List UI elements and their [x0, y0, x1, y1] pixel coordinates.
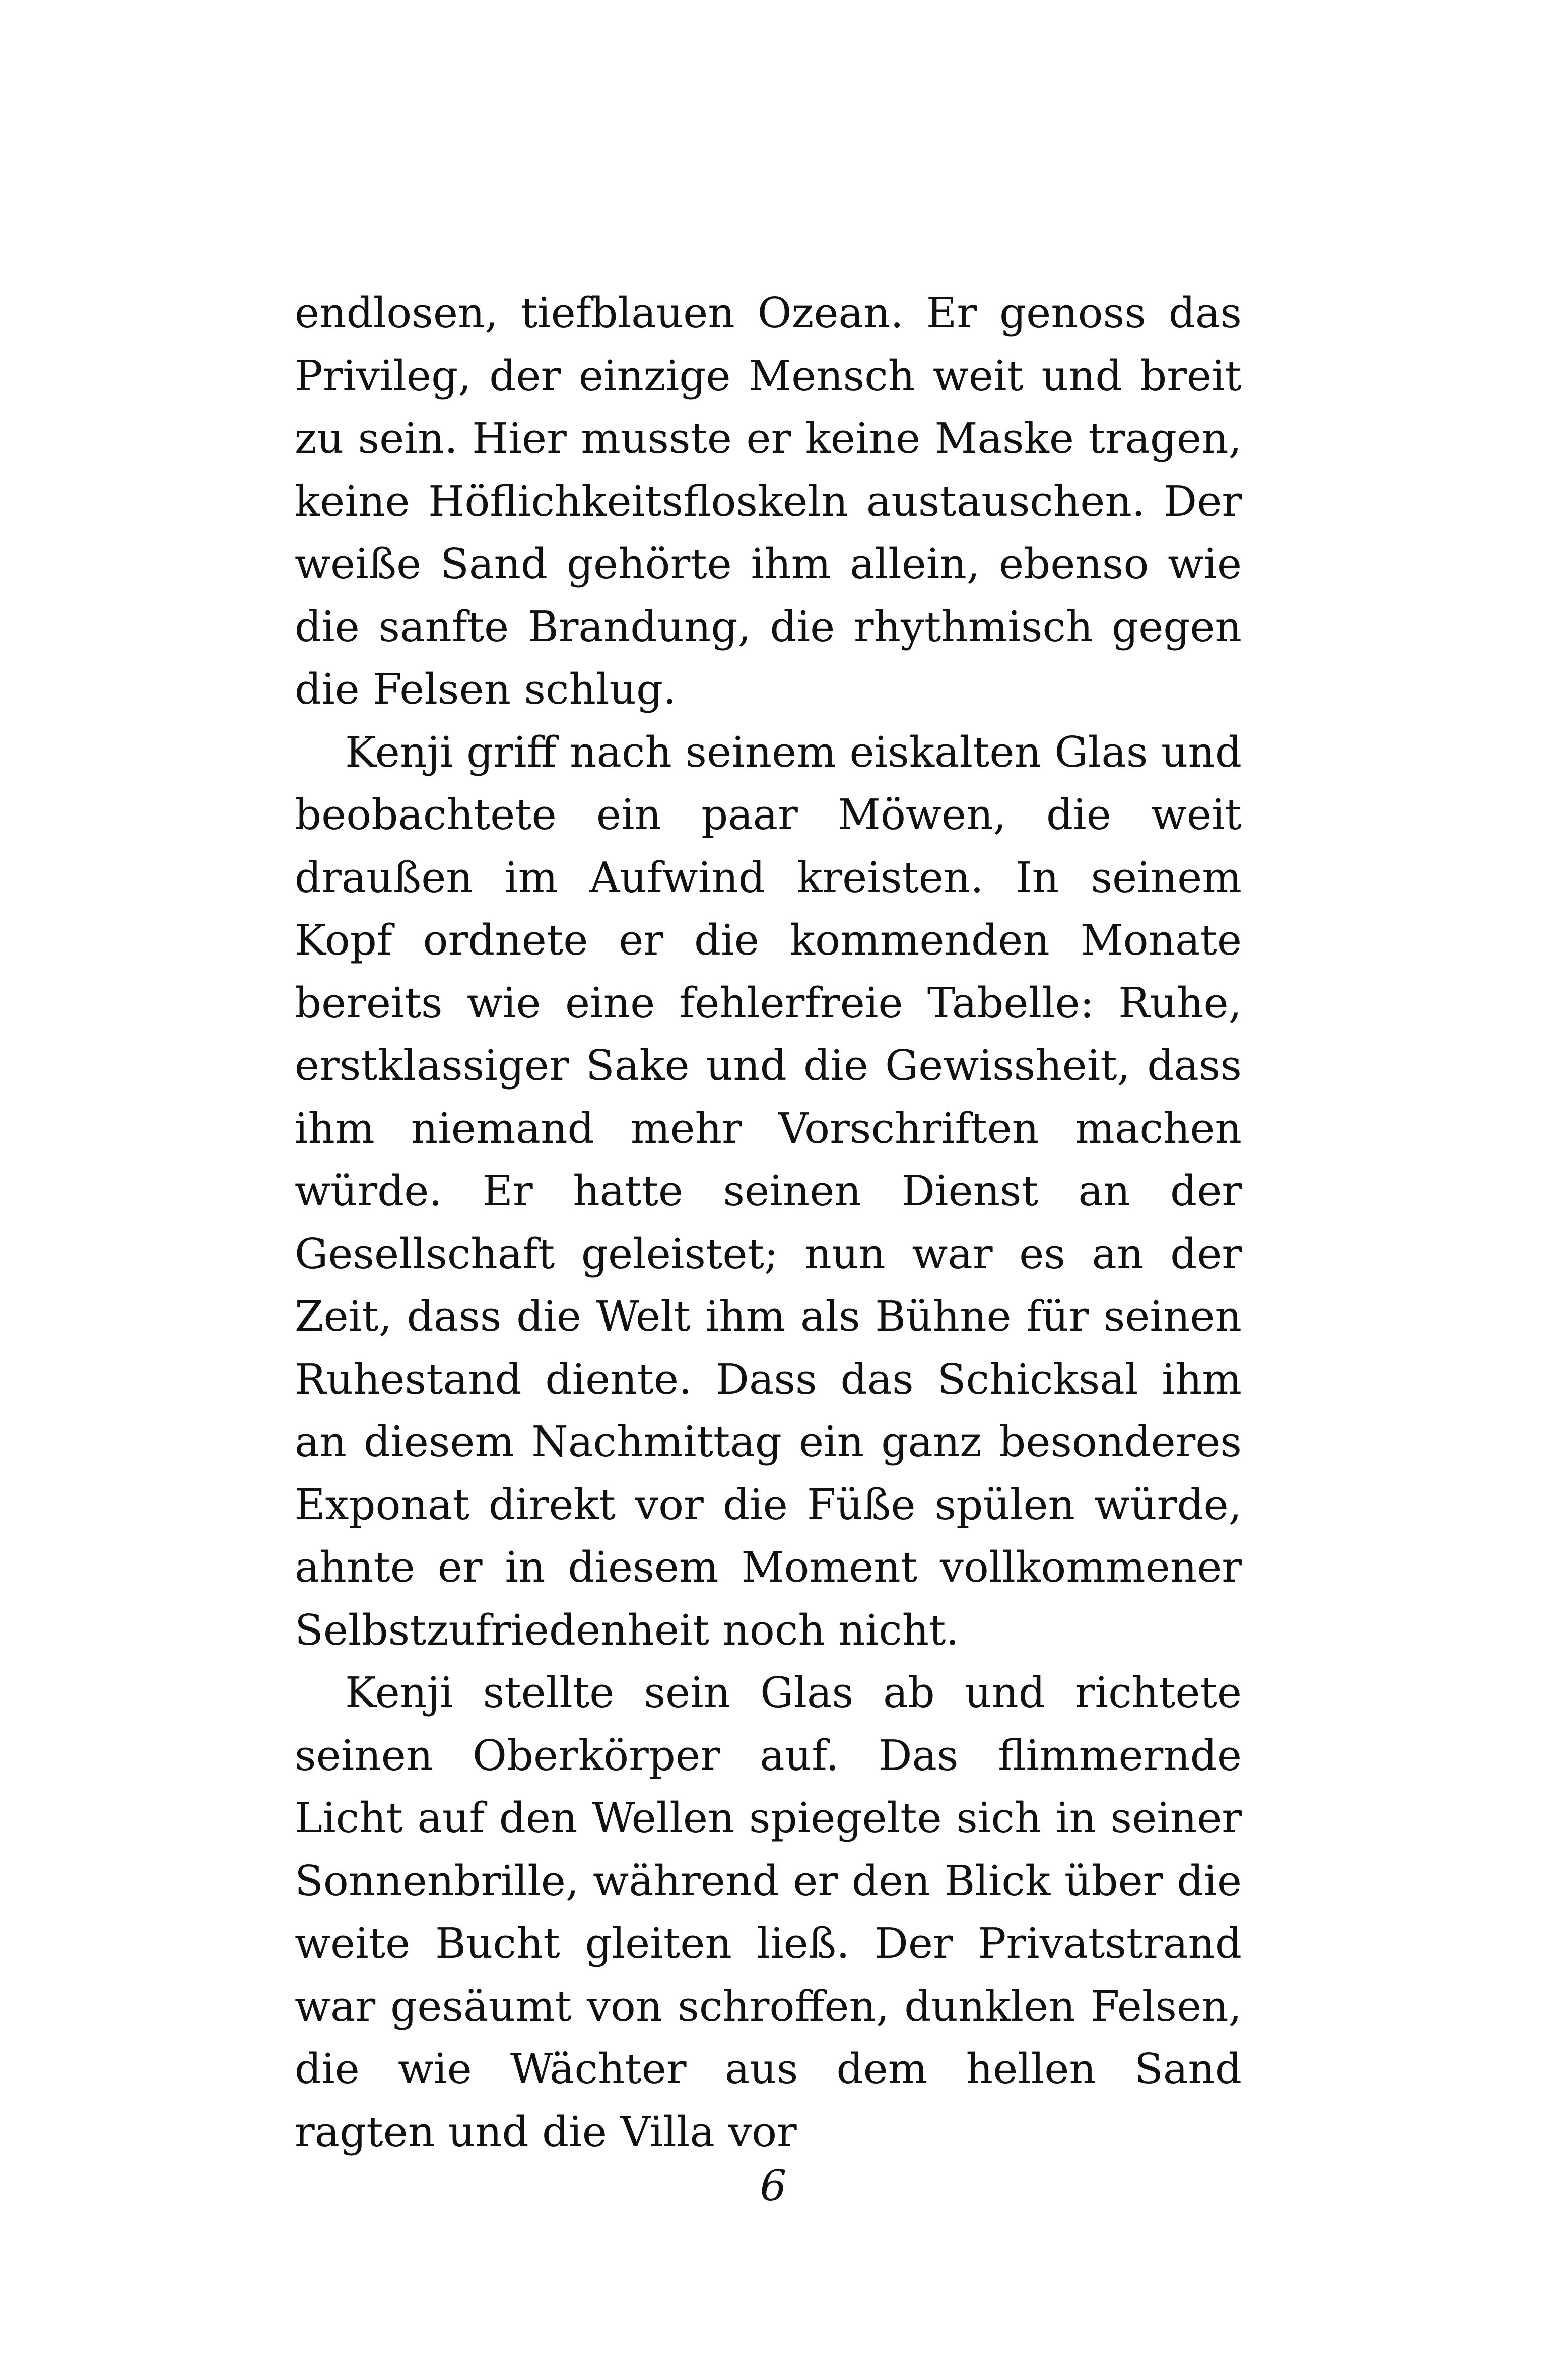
page-number: 6: [760, 2161, 787, 2210]
paragraph-3: Kenji stellte sein Glas ab und richtete seinen Oberkörper auf. Das flimmernde Licht auf den Wellen spiegelte sich in seiner Sonnenbrille, während er den Blick über die weite Bucht gleiten ließ. Der Privatstrand war gesäumt von schroffen, dunklen Felsen, die wie Wächter aus dem hellen Sand ragten und die Villa vor: [295, 1668, 1242, 2156]
paragraph-1: endlosen, tiefblauen Ozean. Er genoss das Privileg, der einzige Mensch weit und breit zu sein. Hier musste er keine Maske tragen, keine Höflichkeitsfloskeln austauschen. Der weiße Sand gehörte ihm allein, ebenso wie die sanfte Brandung, die rhythmisch gegen die Felsen schlug.: [295, 289, 1242, 714]
body-text: [295, 282, 1242, 2163]
paragraph-2: Kenji griff nach seinem eiskalten Glas und beobachtete ein paar Möwen, die weit draußen im Aufwind kreisten. In seinem Kopf ordnete er die kommenden Monate bereits wie eine fehlerfreie Tabelle: Ruhe, erstklassiger Sake und die Gewissheit, dass ihm niemand mehr Vorschriften machen würde. Er hatte seinen Dienst an der Gesellschaft geleistet; nun war es an der Zeit, dass die Welt ihm als Bühne für seinen Ruhestand diente. Dass das Schicksal ihm an diesem Nachmittag ein ganz besonderes Exponat direkt vor die Füße spülen würde, ahnte er in diesem Moment vollkommener Selbstzufriedenheit noch nicht.: [295, 727, 1242, 1655]
